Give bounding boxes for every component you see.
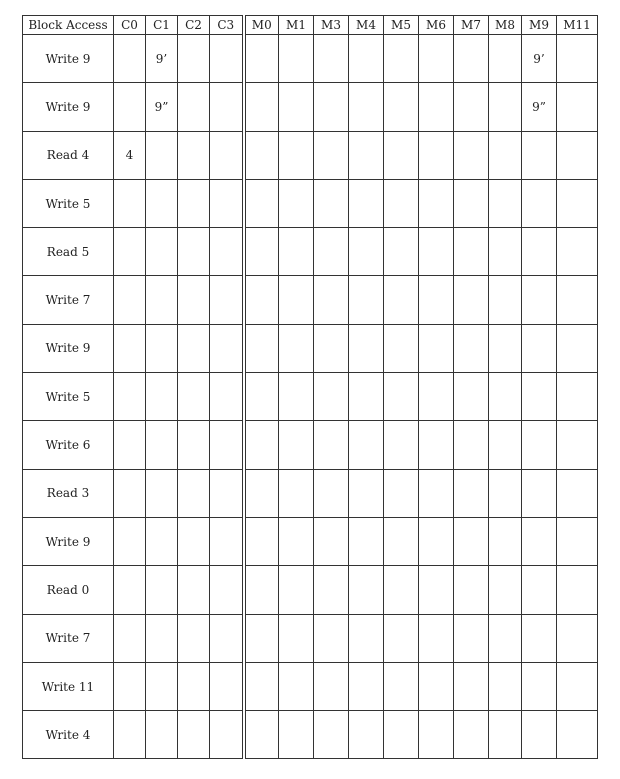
- column-header-c3: C3: [210, 16, 244, 35]
- block-access-cell: Write 9: [23, 324, 114, 372]
- table-cell: [314, 324, 349, 372]
- table-cell: [557, 566, 598, 614]
- table-cell: [244, 566, 279, 614]
- table-cell: [244, 711, 279, 759]
- table-cell: [146, 131, 178, 179]
- column-header-m5: M5: [384, 16, 419, 35]
- table-cell: [384, 517, 419, 565]
- table-cell: [210, 276, 244, 324]
- table-cell: [146, 324, 178, 372]
- table-cell: [349, 614, 384, 662]
- table-cell: [349, 662, 384, 710]
- column-header-m0: M0: [244, 16, 279, 35]
- table-cell: [314, 83, 349, 131]
- table-row: [23, 324, 598, 372]
- table-cell: [178, 469, 210, 517]
- table-row: [23, 614, 598, 662]
- table-cell: [454, 35, 489, 83]
- table-cell: [146, 517, 178, 565]
- column-header-c1: C1: [146, 16, 178, 35]
- table-cell: [384, 179, 419, 227]
- table-cell: [489, 83, 522, 131]
- table-cell: [314, 614, 349, 662]
- table-row: [23, 711, 598, 759]
- table-cell: [178, 179, 210, 227]
- table-cell: [384, 373, 419, 421]
- table-cell: [419, 324, 454, 372]
- column-header-c2: C2: [178, 16, 210, 35]
- block-access-cell: Write 11: [23, 662, 114, 710]
- table-cell: 9’: [522, 35, 557, 83]
- table-cell: [279, 83, 314, 131]
- table-cell: [489, 662, 522, 710]
- table-cell: [146, 614, 178, 662]
- table-cell: [349, 83, 384, 131]
- table-cell: [279, 711, 314, 759]
- table-cell: [419, 566, 454, 614]
- table-cell: [454, 614, 489, 662]
- table-cell: [114, 662, 146, 710]
- table-cell: [314, 228, 349, 276]
- table-cell: [210, 469, 244, 517]
- table-cell: [244, 324, 279, 372]
- table-cell: [114, 711, 146, 759]
- table-cell: [210, 373, 244, 421]
- block-access-cell: Write 9: [23, 35, 114, 83]
- column-header-c0: C0: [114, 16, 146, 35]
- table-cell: [146, 421, 178, 469]
- table-cell: [146, 179, 178, 227]
- table-cell: [384, 421, 419, 469]
- table-body: [23, 35, 598, 759]
- table-cell: [244, 469, 279, 517]
- table-cell: [244, 35, 279, 83]
- table-cell: [114, 324, 146, 372]
- column-header-m3: M3: [314, 16, 349, 35]
- table-cell: [489, 373, 522, 421]
- table-cell: [557, 614, 598, 662]
- table-cell: [522, 373, 557, 421]
- table-row: [23, 662, 598, 710]
- table-cell: [349, 373, 384, 421]
- table-cell: [557, 276, 598, 324]
- table-cell: [244, 517, 279, 565]
- table-cell: [384, 83, 419, 131]
- table-row: [23, 35, 598, 83]
- table-cell: [557, 469, 598, 517]
- column-header-m1: M1: [279, 16, 314, 35]
- table-cell: [384, 324, 419, 372]
- table-cell: [314, 179, 349, 227]
- table-row: [23, 566, 598, 614]
- table-cell: [384, 228, 419, 276]
- table-cell: [279, 35, 314, 83]
- table-cell: [454, 517, 489, 565]
- table-cell: [349, 179, 384, 227]
- table-cell: [210, 35, 244, 83]
- table-cell: [114, 373, 146, 421]
- table-cell: [178, 566, 210, 614]
- table-row: [23, 131, 598, 179]
- block-access-cell: Write 7: [23, 276, 114, 324]
- table-cell: [419, 131, 454, 179]
- table-cell: [384, 566, 419, 614]
- table-cell: [114, 517, 146, 565]
- table-cell: [419, 83, 454, 131]
- table-cell: [349, 711, 384, 759]
- table-cell: [114, 469, 146, 517]
- table-cell: [114, 228, 146, 276]
- table-row: [23, 83, 598, 131]
- table-cell: [522, 276, 557, 324]
- table-row: [23, 276, 598, 324]
- table-cell: [146, 566, 178, 614]
- table-cell: [454, 469, 489, 517]
- table-cell: [279, 131, 314, 179]
- block-access-cell: Write 6: [23, 421, 114, 469]
- block-access-cell: Write 5: [23, 373, 114, 421]
- table-cell: [489, 324, 522, 372]
- table-cell: [419, 614, 454, 662]
- table-cell: [210, 324, 244, 372]
- table-cell: [146, 662, 178, 710]
- block-access-cell: Read 5: [23, 228, 114, 276]
- table-cell: [210, 83, 244, 131]
- table-cell: [522, 662, 557, 710]
- table-cell: [210, 228, 244, 276]
- table-cell: [522, 324, 557, 372]
- table-cell: [489, 469, 522, 517]
- table-cell: 9”: [146, 83, 178, 131]
- table-cell: [178, 421, 210, 469]
- table-cell: 9”: [522, 83, 557, 131]
- table-cell: [522, 517, 557, 565]
- table-cell: [314, 35, 349, 83]
- table-cell: [557, 179, 598, 227]
- table-cell: [178, 517, 210, 565]
- table-cell: [146, 276, 178, 324]
- table-cell: [279, 421, 314, 469]
- table-cell: [384, 614, 419, 662]
- table-cell: [522, 711, 557, 759]
- table-cell: [384, 276, 419, 324]
- table-cell: [314, 421, 349, 469]
- table-cell: [178, 228, 210, 276]
- table-cell: [489, 179, 522, 227]
- table-cell: [489, 35, 522, 83]
- table-cell: [419, 662, 454, 710]
- block-access-cell: Read 3: [23, 469, 114, 517]
- table-cell: [419, 35, 454, 83]
- column-header-m9: M9: [522, 16, 557, 35]
- table-cell: [419, 469, 454, 517]
- table-cell: [349, 276, 384, 324]
- table-cell: [419, 228, 454, 276]
- table-cell: [522, 566, 557, 614]
- table-cell: [178, 614, 210, 662]
- table-cell: [279, 517, 314, 565]
- table-cell: [279, 228, 314, 276]
- table-cell: [279, 469, 314, 517]
- table-cell: [279, 373, 314, 421]
- table-cell: [244, 662, 279, 710]
- table-cell: [178, 662, 210, 710]
- table-cell: [419, 373, 454, 421]
- table-cell: [454, 131, 489, 179]
- table-cell: [489, 228, 522, 276]
- table-cell: [522, 469, 557, 517]
- table-cell: [178, 131, 210, 179]
- table-cell: [557, 662, 598, 710]
- table-row: [23, 373, 598, 421]
- table-cell: [244, 131, 279, 179]
- table-cell: [178, 83, 210, 131]
- table-cell: [244, 179, 279, 227]
- block-access-cell: Write 7: [23, 614, 114, 662]
- table-cell: [146, 469, 178, 517]
- header-row: [23, 16, 598, 35]
- table-cell: [210, 614, 244, 662]
- table-row: [23, 517, 598, 565]
- table-cell: [314, 469, 349, 517]
- table-cell: [210, 711, 244, 759]
- table-cell: [349, 517, 384, 565]
- table-cell: [454, 566, 489, 614]
- table-cell: [349, 324, 384, 372]
- table-cell: [146, 228, 178, 276]
- table-cell: [114, 35, 146, 83]
- table-cell: [114, 614, 146, 662]
- table-cell: [557, 373, 598, 421]
- cache-trace-table: [22, 15, 598, 759]
- table-cell: [557, 228, 598, 276]
- table-cell: [489, 711, 522, 759]
- block-access-cell: Read 0: [23, 566, 114, 614]
- table-cell: [454, 179, 489, 227]
- table-cell: [178, 35, 210, 83]
- table-cell: [210, 566, 244, 614]
- table-cell: [244, 276, 279, 324]
- table-cell: [419, 517, 454, 565]
- table-cell: [314, 566, 349, 614]
- table-cell: [146, 711, 178, 759]
- table-row: [23, 421, 598, 469]
- table-cell: [244, 614, 279, 662]
- table-cell: [349, 566, 384, 614]
- table-cell: [522, 179, 557, 227]
- table-cell: [244, 421, 279, 469]
- table-cell: [454, 711, 489, 759]
- table-cell: [454, 662, 489, 710]
- table-cell: [279, 324, 314, 372]
- table-cell: [349, 421, 384, 469]
- table-cell: [522, 228, 557, 276]
- table-cell: [279, 179, 314, 227]
- block-access-cell: Write 9: [23, 517, 114, 565]
- table-cell: [419, 276, 454, 324]
- table-cell: [279, 276, 314, 324]
- table-cell: [178, 324, 210, 372]
- table-cell: [244, 373, 279, 421]
- column-header-m6: M6: [419, 16, 454, 35]
- table-cell: [489, 421, 522, 469]
- table-cell: [314, 276, 349, 324]
- table-cell: [454, 373, 489, 421]
- table-cell: [349, 228, 384, 276]
- table-cell: [557, 83, 598, 131]
- table-cell: [489, 614, 522, 662]
- block-access-cell: Write 4: [23, 711, 114, 759]
- column-header-m4: M4: [349, 16, 384, 35]
- table-cell: [454, 324, 489, 372]
- table-cell: [210, 131, 244, 179]
- table-cell: [557, 711, 598, 759]
- table-cell: 4: [114, 131, 146, 179]
- table-cell: [384, 469, 419, 517]
- table-cell: [419, 179, 454, 227]
- column-header-m7: M7: [454, 16, 489, 35]
- table-cell: [454, 421, 489, 469]
- table-row: [23, 179, 598, 227]
- table-cell: [279, 614, 314, 662]
- table-cell: [279, 662, 314, 710]
- table-cell: [314, 373, 349, 421]
- table-cell: [384, 662, 419, 710]
- table-cell: [244, 228, 279, 276]
- table-cell: [178, 373, 210, 421]
- table-cell: [114, 83, 146, 131]
- table-cell: [349, 35, 384, 83]
- table-cell: [454, 83, 489, 131]
- table-cell: [244, 83, 279, 131]
- table-cell: 9’: [146, 35, 178, 83]
- table-cell: [522, 131, 557, 179]
- block-access-cell: Write 9: [23, 83, 114, 131]
- table-cell: [178, 711, 210, 759]
- block-access-cell: Read 4: [23, 131, 114, 179]
- table-cell: [146, 373, 178, 421]
- table-cell: [210, 662, 244, 710]
- table-cell: [489, 131, 522, 179]
- table-cell: [178, 276, 210, 324]
- table-cell: [454, 228, 489, 276]
- table-cell: [114, 566, 146, 614]
- table-cell: [557, 517, 598, 565]
- table-cell: [522, 421, 557, 469]
- table-cell: [314, 662, 349, 710]
- table-cell: [489, 276, 522, 324]
- column-header-block-access: Block Access: [23, 16, 114, 35]
- table-row: [23, 228, 598, 276]
- column-header-m8: M8: [489, 16, 522, 35]
- table-cell: [454, 276, 489, 324]
- table-cell: [114, 179, 146, 227]
- table-cell: [384, 35, 419, 83]
- table-cell: [557, 35, 598, 83]
- table-cell: [522, 614, 557, 662]
- table-cell: [557, 131, 598, 179]
- table-cell: [349, 131, 384, 179]
- block-access-cell: Write 5: [23, 179, 114, 227]
- table-cell: [210, 421, 244, 469]
- table-cell: [114, 421, 146, 469]
- table-cell: [314, 517, 349, 565]
- table-cell: [419, 421, 454, 469]
- table-cell: [489, 566, 522, 614]
- table-cell: [314, 131, 349, 179]
- table-cell: [557, 324, 598, 372]
- table-cell: [349, 469, 384, 517]
- table-cell: [314, 711, 349, 759]
- table-cell: [419, 711, 454, 759]
- table-cell: [489, 517, 522, 565]
- table-cell: [114, 276, 146, 324]
- table-cell: [210, 517, 244, 565]
- table-cell: [210, 179, 244, 227]
- table-cell: [557, 421, 598, 469]
- column-header-m11: M11: [557, 16, 598, 35]
- table-cell: [279, 566, 314, 614]
- table-cell: [384, 131, 419, 179]
- table-row: [23, 469, 598, 517]
- table-cell: [384, 711, 419, 759]
